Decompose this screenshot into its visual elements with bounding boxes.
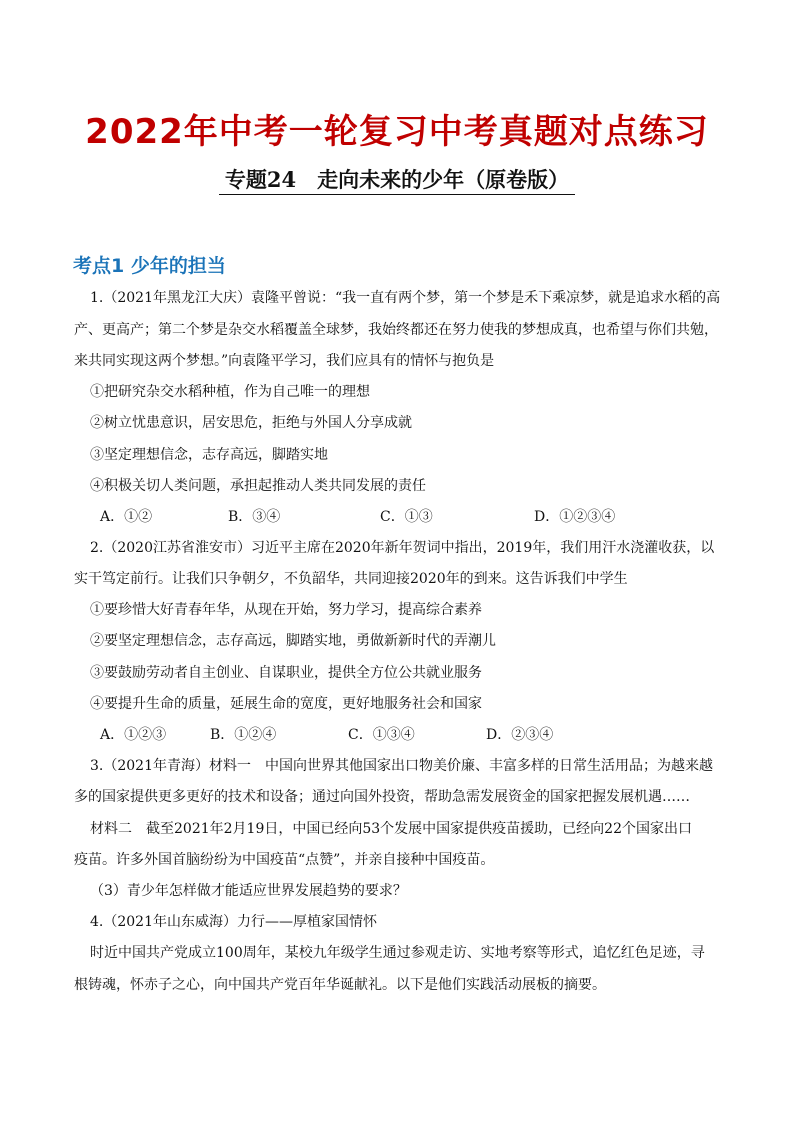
q1-stem-line-1: 1.（2021年黑龙江大庆）袁隆平曾说：“我一直有两个梦，第一个梦是禾下乘凉梦，就是追求水稻的高 xyxy=(90,290,721,306)
q2-option-d: D．②③④ xyxy=(486,727,554,743)
q1-item-3: ③坚定理想信念，志存高远，脚踏实地 xyxy=(90,447,328,463)
sub-title-text: 专题24 走向未来的少年（原卷版） xyxy=(219,167,575,195)
q3-stem-line-4: 疫苗。许多外国首脑纷纷为中国疫苗“点赞”，并亲自接种中国疫苗。 xyxy=(74,852,495,868)
q1-option-a: A．①② xyxy=(100,509,153,525)
q2-stem-line-2: 实干笃定前行。让我们只争朝夕，不负韶华，共同迎接2020年的到来。这告诉我们中学生 xyxy=(74,571,628,587)
q2-option-c: C．①③④ xyxy=(348,727,415,743)
q2-item-3: ③要鼓励劳动者自主创业、自谋职业，提供全方位公共就业服务 xyxy=(90,665,482,681)
q2-option-b: B．①②④ xyxy=(210,727,277,743)
q1-stem-line-2: 产、更高产；第二个梦是杂交水稻覆盖全球梦，我始终都还在努力使我的梦想成真，也希望与你们共勉， xyxy=(74,322,718,338)
section-title: 考点1 少年的担当 xyxy=(73,255,226,277)
q1-stem-line-3: 来共同实现这两个梦想。”向袁隆平学习，我们应具有的情怀与抱负是 xyxy=(74,353,495,369)
q3-stem-line-2: 多的国家提供更多更好的技术和设备；通过向国外投资，帮助急需发展资金的国家把握发展机遇…… xyxy=(74,789,690,805)
q4-stem-line-1: 4.（2021年山东威海）力行——厚植家国情怀 xyxy=(90,914,377,930)
q2-stem-line-1: 2.（2020江苏省淮安市）习近平主席在2020年新年贺词中指出，2019年，我们用汗水浇灌收获，以 xyxy=(90,540,715,556)
q3-stem-line-3: 材料二 截至2021年2月19日，中国已经向53个发展中国家提供疫苗援助，已经向22个国家出口 xyxy=(90,821,692,837)
q2-item-1: ①要珍惜大好青春年华，从现在开始，努力学习，提高综合素养 xyxy=(90,602,482,618)
q1-option-d: D．①②③④ xyxy=(534,509,616,525)
q1-option-b: B．③④ xyxy=(228,509,281,525)
q3-stem-line-1: 3.（2021年青海）材料一 中国向世界其他国家出口物美价廉、丰富多样的日常生活用品；为越来越 xyxy=(90,758,713,774)
q2-item-2: ②要坚定理想信念，志存高远，脚踏实地，勇做新新时代的弄潮儿 xyxy=(90,633,496,649)
main-title: 2022年中考一轮复习中考真题对点练习 xyxy=(85,112,709,152)
q1-item-2: ②树立忧患意识，居安思危，拒绝与外国人分享成就 xyxy=(90,415,412,431)
q1-item-4: ④积极关切人类问题，承担起推动人类共同发展的责任 xyxy=(90,478,426,494)
q1-option-c: C．①③ xyxy=(380,509,433,525)
q4-stem-line-3: 根铸魂，怀赤子之心，向中国共产党百年华诞献礼。以下是他们实践活动展板的摘要。 xyxy=(74,977,606,993)
q3-sub-question: （3）青少年怎样做才能适应世界发展趋势的要求？ xyxy=(90,883,407,899)
q4-stem-line-2: 时近中国共产党成立100周年，某校九年级学生通过参观走访、实地考察等形式，追忆红色足迹，寻 xyxy=(90,945,705,961)
q2-item-4: ④要提升生命的质量，延展生命的宽度，更好地服务社会和国家 xyxy=(90,696,482,712)
q1-item-1: ①把研究杂交水稻种植，作为自己唯一的理想 xyxy=(90,384,370,400)
q2-option-a: A．①②③ xyxy=(100,727,167,743)
sub-title xyxy=(0,164,794,194)
